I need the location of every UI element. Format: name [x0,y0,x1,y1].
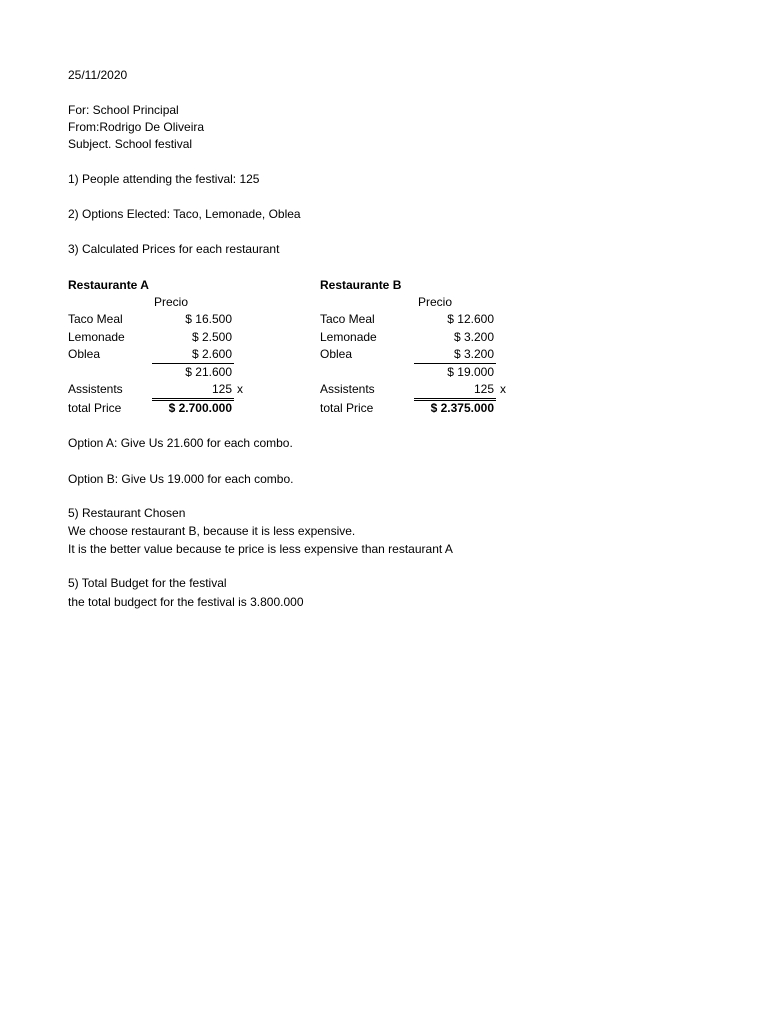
prices-heading: 3) Calculated Prices for each restaurant [68,242,280,256]
restaurant-b-row-label: Oblea [320,347,353,361]
restaurant-b-row-value: $ 3.200 [453,330,494,344]
restaurant-b-row-label: Taco Meal [320,312,375,326]
date: 25/11/2020 [68,68,128,82]
restaurant-b-subtotal: $ 19.000 [447,365,494,379]
restaurant-a-row-value: $ 16.500 [185,312,232,326]
from-line: From:Rodrigo De Oliveira [68,120,205,134]
restaurant-a-col-header: Precio [154,295,189,309]
restaurant-chosen-value: It is the better value because te price is less expensive than restaurant A [68,542,453,556]
subtotal-rule [414,363,496,364]
restaurant-a-total-label: total Price [68,401,122,415]
restaurant-a-name: Restaurante A [68,278,149,292]
restaurant-a-row-value: $ 2.500 [191,330,232,344]
restaurant-b-name: Restaurante B [320,278,402,292]
option-b: Option B: Give Us 19.000 for each combo. [68,472,294,486]
restaurant-chosen-reason: We choose restaurant B, because it is less expensive. [68,524,356,538]
restaurant-b-row-value: $ 12.600 [447,312,494,326]
restaurant-b-col-header: Precio [418,295,453,309]
multiply-sign: x [500,382,506,396]
subject-line: Subject. School festival [68,137,193,151]
for-line: For: School Principal [68,103,179,117]
restaurant-a-row-label: Taco Meal [68,312,123,326]
restaurant-a-total-value: $ 2.700.000 [168,401,232,415]
restaurant-b-assistents-label: Assistents [320,382,375,396]
restaurant-a-subtotal: $ 21.600 [185,365,232,379]
restaurant-b-row-label: Lemonade [320,330,377,344]
restaurant-b-assistents-value: 125 [473,382,494,396]
options-elected: 2) Options Elected: Taco, Lemonade, Oblea [68,207,301,221]
restaurant-a-row-value: $ 2.600 [191,347,232,361]
budget-heading: 5) Total Budget for the festival [68,576,227,590]
restaurant-b-total-value: $ 2.375.000 [430,401,494,415]
budget-total: the total budgect for the festival is 3.800.000 [68,595,304,609]
subtotal-rule [152,363,234,364]
option-a: Option A: Give Us 21.600 for each combo. [68,436,293,450]
people-attending: 1) People attending the festival: 125 [68,172,260,186]
restaurant-a-row-label: Lemonade [68,330,125,344]
restaurant-a-assistents-value: 125 [211,382,232,396]
restaurant-b-total-label: total Price [320,401,374,415]
restaurant-a-assistents-label: Assistents [68,382,123,396]
restaurant-a-row-label: Oblea [68,347,101,361]
restaurant-b-row-value: $ 3.200 [453,347,494,361]
restaurant-chosen-heading: 5) Restaurant Chosen [68,506,186,520]
multiply-sign: x [237,382,243,396]
